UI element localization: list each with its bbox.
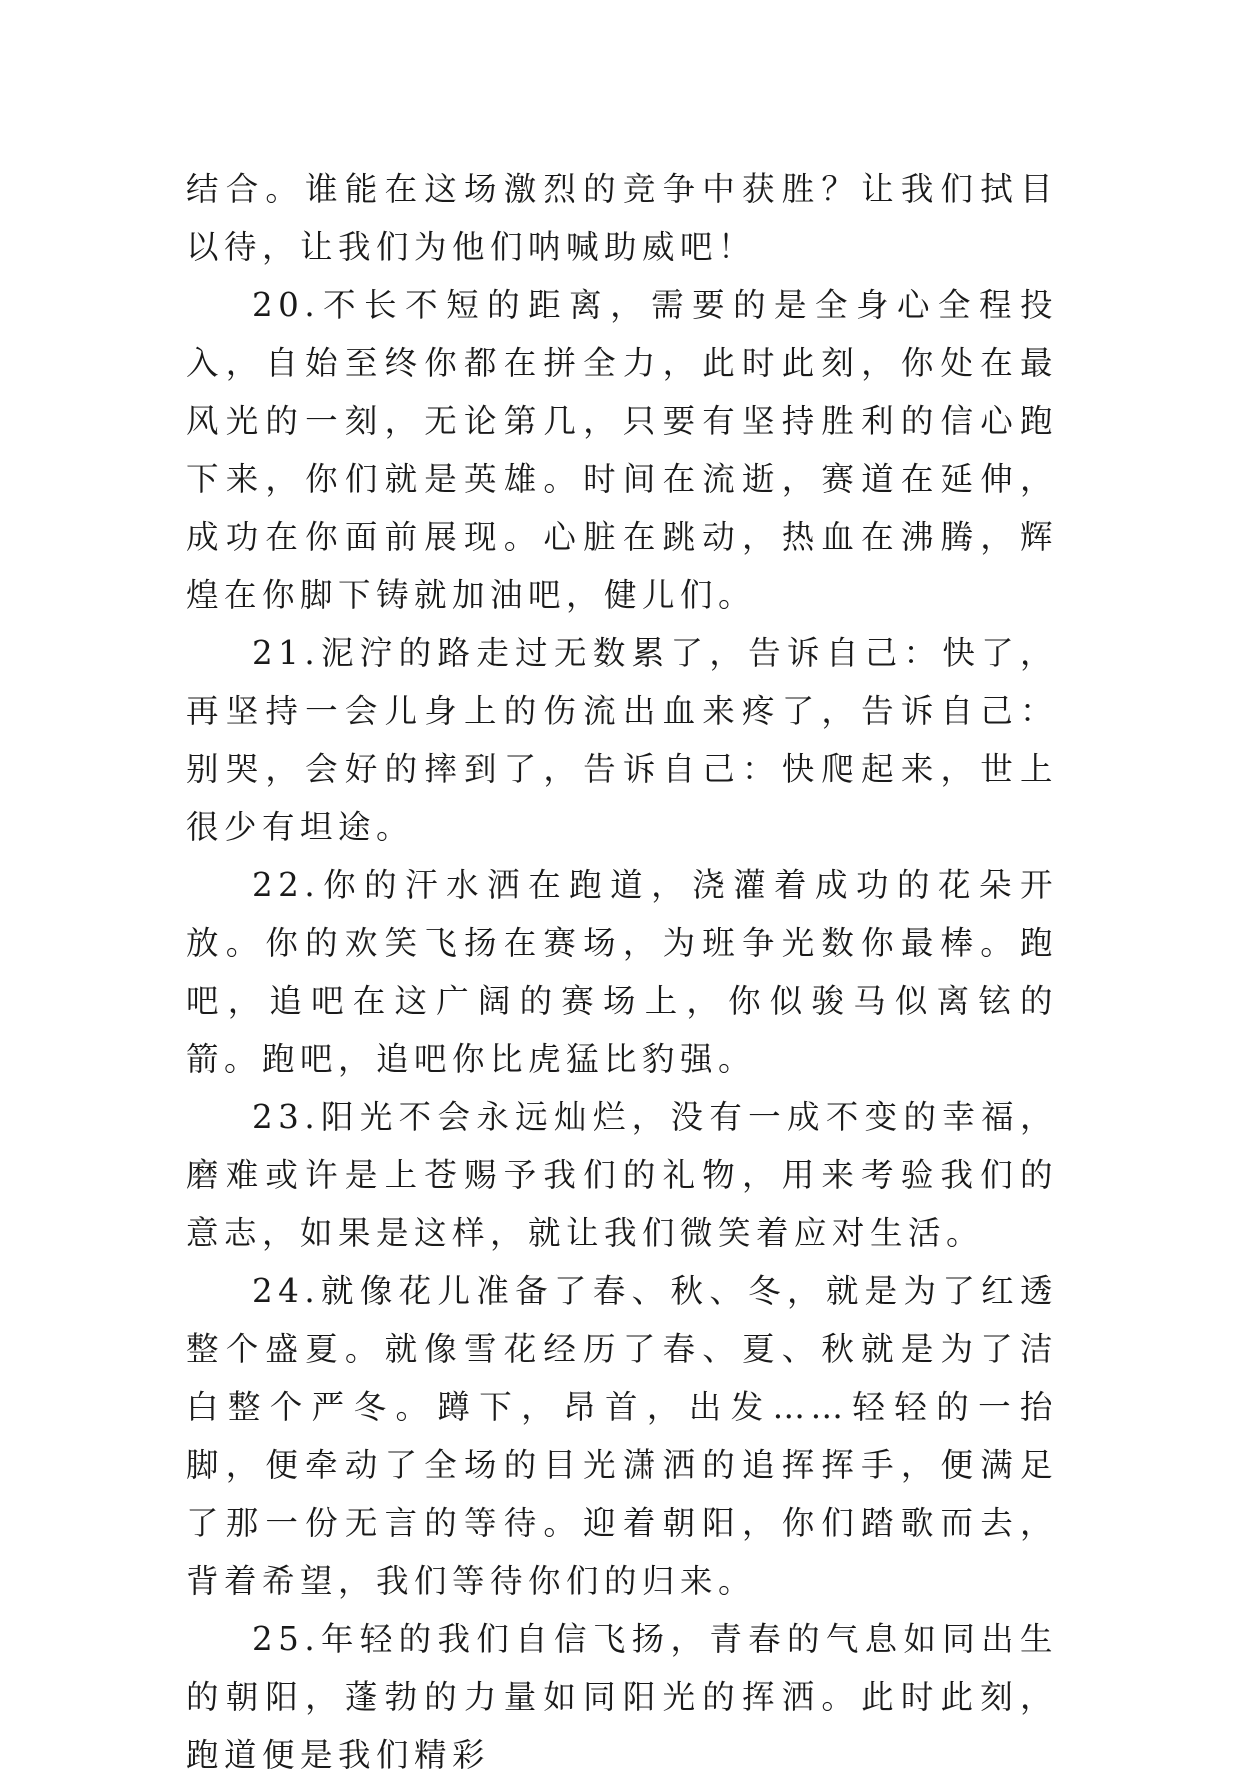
paragraph-item-20: 20.不长不短的距离，需要的是全身心全程投入，自始至终你都在拼全力，此时此刻，你处在最风光的一刻，无论第几，只要有坚持胜利的信心跑下来，你们就是英雄。时间在流逝，赛道在延伸，成功在你面前展现。心脏在跳动，热血在沸腾，辉煌在你脚下铸就加油吧，健儿们。: [186, 286, 1058, 614]
paragraph-item-25: 25.年轻的我们自信飞扬，青春的气息如同出生的朝阳，蓬勃的力量如同阳光的挥洒。此时此刻，跑道便是我们精彩: [186, 1620, 1058, 1774]
paragraph-continued: 结合。谁能在这场激烈的竞争中获胜？让我们拭目以待，让我们为他们呐喊助威吧！: [186, 170, 1058, 266]
paragraph-item-24: 24.就像花儿准备了春、秋、冬，就是为了红透整个盛夏。就像雪花经历了春、夏、秋就是为了洁白整个严冬。蹲下，昂首，出发……轻轻的一抬脚，便牵动了全场的目光潇洒的追挥挥手，便满足了那一份无言的等待。迎着朝阳，你们踏歌而去，背着希望，我们等待你们的归来。: [186, 1272, 1058, 1600]
paragraph-item-22: 22.你的汗水洒在跑道，浇灌着成功的花朵开放。你的欢笑飞扬在赛场，为班争光数你最棒。跑吧，追吧在这广阔的赛场上，你似骏马似离铉的箭。跑吧，追吧你比虎猛比豹强。: [186, 866, 1058, 1078]
document-body: [186, 160, 1058, 1784]
paragraph-item-21: 21.泥泞的路走过无数累了，告诉自己：快了，再坚持一会儿身上的伤流出血来疼了，告诉自己：别哭，会好的摔到了，告诉自己：快爬起来，世上很少有坦途。: [186, 634, 1058, 846]
paragraph-item-23: 23.阳光不会永远灿烂，没有一成不变的幸福，磨难或许是上苍赐予我们的礼物，用来考验我们的意志，如果是这样，就让我们微笑着应对生活。: [186, 1098, 1058, 1252]
